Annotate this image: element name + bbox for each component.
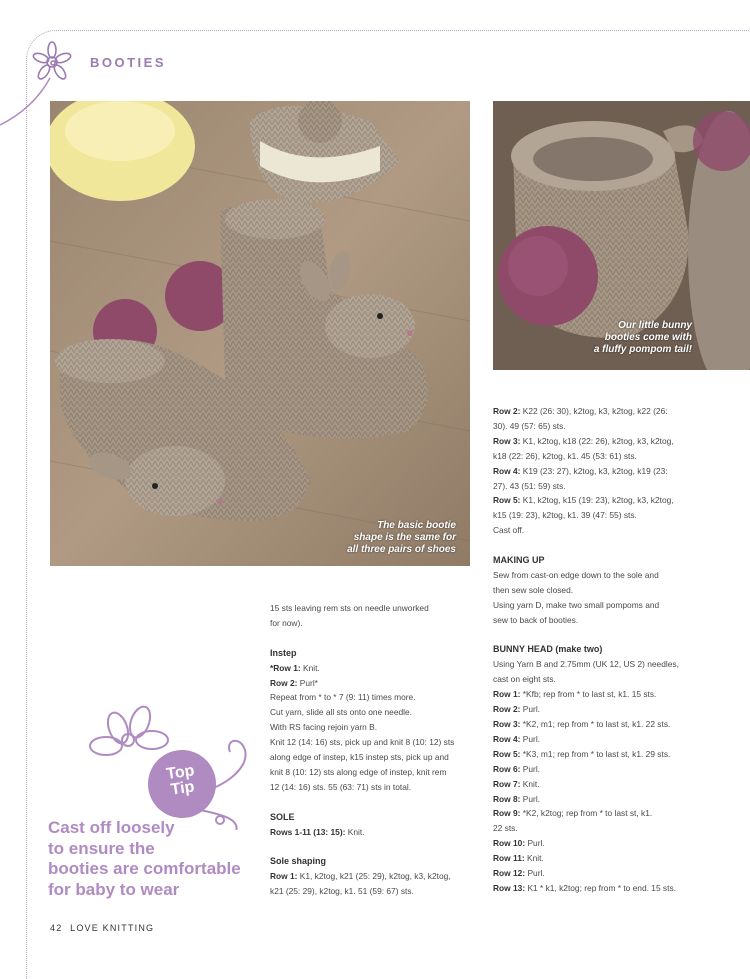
pattern-column-right — [493, 404, 708, 896]
bunny-head-heading: BUNNY HEAD (make two) — [493, 644, 603, 655]
sole-heading: SOLE — [270, 811, 295, 822]
bunny-head-row: Row 7: Knit. — [493, 778, 540, 789]
top-tip-text: Cast off loosely to ensure the booties are comfortable for baby to wear — [48, 818, 241, 899]
bunny-head-row: Row 5: *K3, m1; rep from * to last st, k1. 29 sts. — [493, 748, 671, 759]
bunny-head-row: Row 10: Purl. — [493, 838, 545, 849]
bunny-head-row: Row 8: Purl. — [493, 793, 541, 804]
magazine-name: LOVE KNITTING — [70, 923, 155, 933]
sole-row-2: Row 2: K22 (26: 30), k2tog, k3, k2tog, k22 (26: 30). 49 (57: 65) sts. — [493, 406, 668, 431]
instep-heading: Instep — [270, 647, 297, 658]
top-tip-box — [40, 700, 270, 910]
sole-shaping-heading: Sole shaping — [270, 856, 327, 867]
bunny-head-row: Row 4: Purl. — [493, 733, 541, 744]
bunny-head-intro: Using Yarn B and 2.75mm (UK 12, US 2) needles, cast on eight sts. — [493, 659, 679, 685]
page-number: 42 — [50, 923, 63, 933]
sole-shaping-row-1: Row 1: K1, k2tog, k21 (25: 29), k2tog, k3, k2tog, k21 (25: 29), k2tog, k1. 51 (59: 67) sts. — [270, 871, 451, 897]
instep-row-2: Row 2: Purl* — [270, 677, 318, 688]
cast-off-text: Cast off. — [493, 525, 525, 536]
sole-row-4: Row 4: K19 (23: 27), k2tog, k3, k2tog, k19 (23: 27). 43 (51: 59) sts. — [493, 465, 668, 491]
bunny-head-row: Row 13: K1 * k1, k2tog; rep from * to end. 15 sts. — [493, 882, 676, 893]
pattern-column-middle — [270, 601, 475, 899]
sole-row-5: Row 5: K1, k2tog, k15 (19: 23), k2tog, k3, k2tog, k15 (19: 23), k2tog, k1. 39 (47: 55) sts. — [493, 495, 674, 521]
bunny-head-row: Row 11: Knit. — [493, 853, 544, 864]
bunny-head-row: Row 12: Purl. — [493, 868, 545, 879]
instep-instructions: Repeat from * to * 7 (9: 11) times more. Cut yarn, slide all sts onto one needle. With RS facing rejoin yarn B. Knit 12 (14: 16) sts, pick up and knit 8 (10: 12) sts along edge of instep, k15 instep sts, pick up and knit 8 (10: 12) sts along edge of instep, knit rem 12 (14: 16) sts. 55 (63: 71) sts in total. — [270, 692, 455, 792]
making-up-text: Sew from cast-on edge down to the sole and then sew sole closed. Using yarn D, make two small pompoms and sew to back of booties. — [493, 569, 660, 625]
bunny-head-row: Row 2: Purl. — [493, 704, 541, 715]
bunny-head-rows — [493, 687, 708, 896]
main-photo-caption: The basic bootie shape is the same for all three pairs of shoes — [347, 520, 456, 555]
section-title: BOOTIES — [90, 55, 167, 70]
bunny-head-row: Row 1: *Kfb; rep from * to last st, k1. 15 sts. — [493, 689, 657, 700]
sole-rows: Rows 1-11 (13: 15): Knit. — [270, 826, 365, 837]
making-up-heading: MAKING UP — [493, 555, 545, 566]
page-footer — [50, 923, 154, 933]
side-photo-pompom-tail — [493, 101, 750, 370]
bunny-head-row: Row 9: *K2, k2tog; rep from * to last st, k1. 22 sts. — [493, 808, 653, 834]
side-photo-caption: Our little bunny booties come with a fluffy pompom tail! — [593, 320, 692, 355]
sole-row-3: Row 3: K1, k2tog, k18 (22: 26), k2tog, k3, k2tog, k18 (22: 26), k2tog, k1. 45 (53: 61) sts. — [493, 435, 674, 461]
main-photo-bunny-booties — [50, 101, 470, 566]
top-tip-badge: Top Tip — [144, 746, 221, 823]
bunny-head-row: Row 3: *K2, m1; rep from * to last st, k1. 22 sts. — [493, 719, 671, 729]
instep-intro-text: 15 sts leaving rem sts on needle unworked for now). — [270, 603, 429, 628]
bunny-head-row: Row 6: Purl. — [493, 763, 541, 774]
instep-row-1: *Row 1: Knit. — [270, 662, 320, 673]
